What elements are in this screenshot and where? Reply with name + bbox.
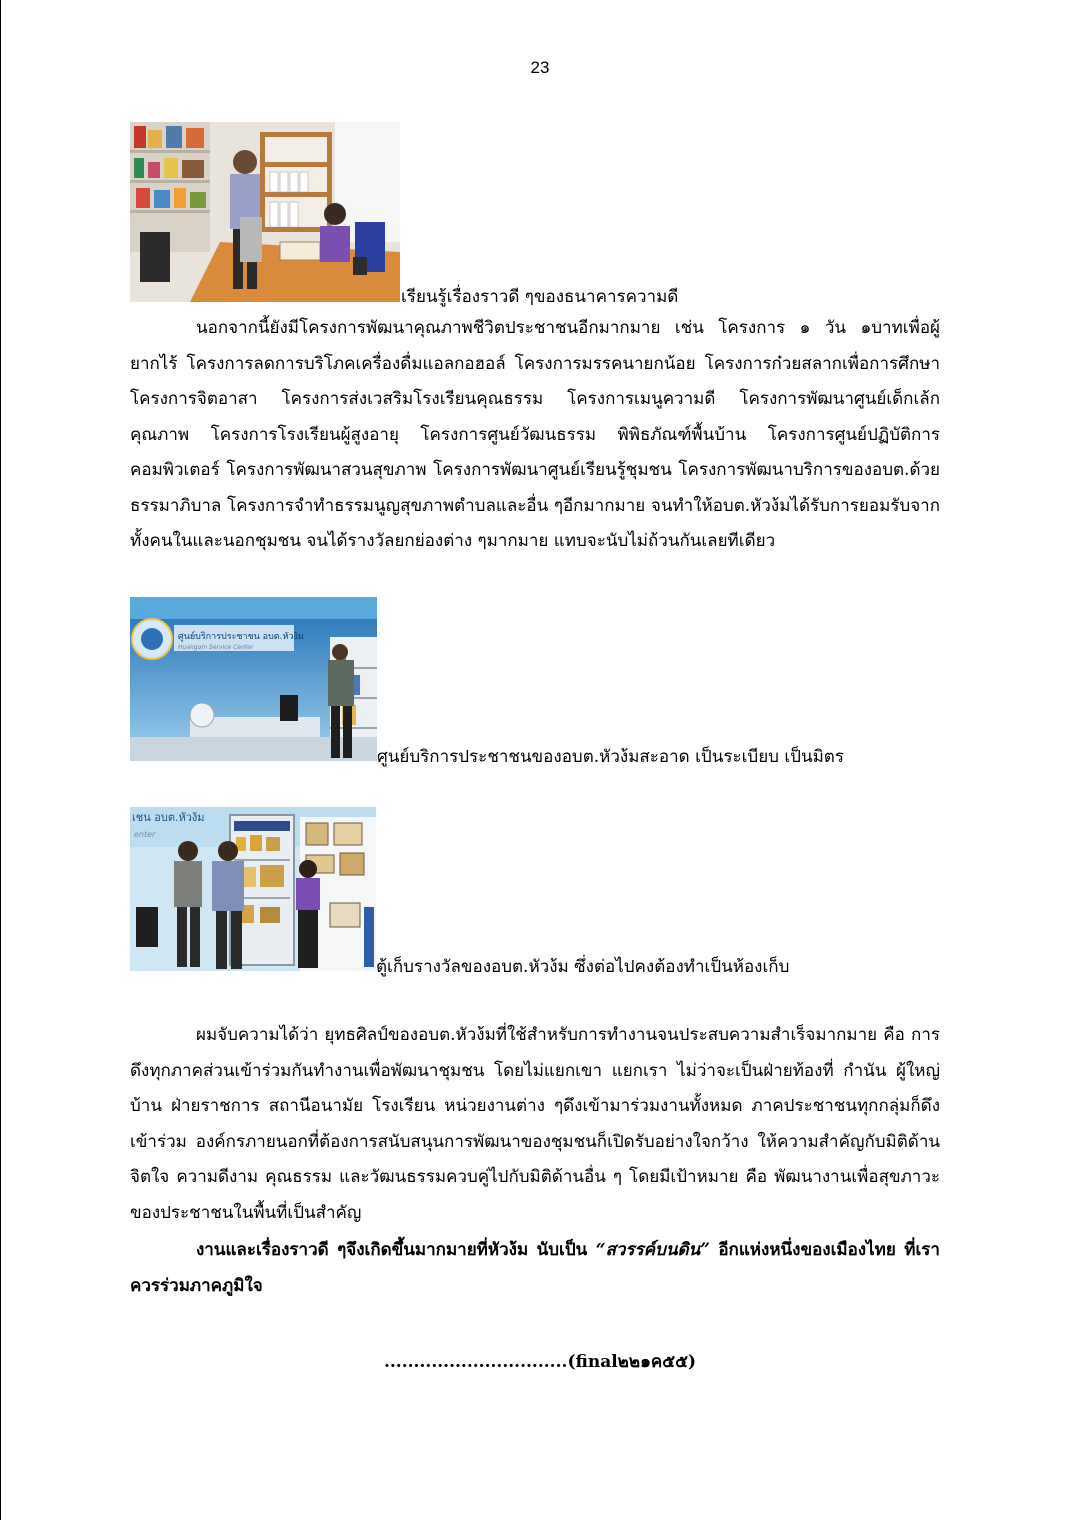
award-room-sign-text: เชน อบต.หัวง้ม bbox=[132, 811, 205, 824]
closing-emphasis: “สวรรค์บนดิน” bbox=[595, 1240, 710, 1260]
service-center-sign-subtext: Huangom Service Center bbox=[178, 644, 254, 651]
paragraph-projects bbox=[130, 311, 940, 560]
figure-3-photo bbox=[130, 807, 376, 971]
paragraph-closing bbox=[130, 1233, 940, 1304]
paragraph-conclusion-text: ผมจับความได้ว่า ยุทธศิลป์ของอบต.หัวง้มที่ใช้สำหรับการทำงานจนประสบความสำเร็จมากมาย คือ การดึงทุกภาคส่วนเข้าร่วมกันทำงานเพื่อพัฒนาชุมชน โดยไม่แยกเขา แยกเรา ไม่ว่าจะเป็นฝ่ายท้องที่ กำนัน ผู้ใหญ่บ้าน ฝ่ายราชการ สถานีอนามัย โรงเรียน หน่วยงานต่าง ๆดึงเข้ามาร่วมงานทั้งหมด ภาคประชาชนทุกกลุ่มก็ดึงเข้าร่วม องค์กรภายนอกที่ต้องการสนับสนุนการพัฒนาของชุมชนก็เปิดรับอย่างใจกว้าง ให้ความสำคัญกับมิติด้านจิตใจ ความดีงาม คุณธรรม และวัฒนธรรมควบคู่ไปกับมิติด้านอื่น ๆ โดยมีเป้าหมาย คือ พัฒนางานเพื่อสุขภาวะของประชาชนในพื้นที่เป็นสำคัญ bbox=[130, 1025, 941, 1223]
figure-1-photo bbox=[130, 122, 400, 302]
figure-2-caption: ศูนย์บริการประชาชนของอบต.หัวง้มสะอาด เป็นระเบียบ เป็นมิตร bbox=[377, 747, 844, 767]
award-room-sign-subtext: enter bbox=[134, 830, 156, 839]
page-number: 23 bbox=[530, 58, 550, 77]
footer-note: ...............................(final๒๒๑ค๕๕) bbox=[383, 1352, 697, 1372]
closing-text-after: อีกแห่งหนึ่งของเมืองไทย ที่เราควรร่วมภาคภูมิใจ bbox=[130, 1240, 940, 1296]
paragraph-projects-text: นอกจากนี้ยังมีโครงการพัฒนาคุณภาพชีวิตประชาชนอีกมากมาย เช่น โครงการ ๑ วัน ๑บาทเพื่อผู้ยากไร้ โครงการลดการบริโภคเครื่องดื่มแอลกอฮอล์ โครงการมรรคนายกน้อย โครงการก๋วยสลากเพื่อการศึกษา โครงการจิตอาสา โครงการส่งเวสริมโรงเรียนคุณธรรม โครงการเมนูความดี โครงการพัฒนาศูนย์เด็กเล้กคุณภาพ โครงการโรงเรียนผู้สูงอายุ โครงการศูนย์วัฒนธรรม พิพิธภัณฑ์พื้นบ้าน โครงการศูนย์ปฏิบัติการคอมพิวเตอร์ โครงการพัฒนาสวนสุขภาพ โครงการพัฒนาศูนย์เรียนรู้ชุมชน โครงการพัฒนาบริการของอบต.ด้วยธรรมาภิบาล โครงการจำทำธรรมนูญสุขภาพตำบลและอื่น ๆอีกมากมาย จนทำให้อบต.หัวง้มได้รับการยอมรับจากทั้งคนในและนอกชุมชน จนได้รางวัลยกย่องต่าง ๆมากมาย แทบจะนับไม่ถ้วนกันเลยทีเดียว bbox=[130, 318, 940, 551]
closing-text-before: งานและเรื่องราวดี ๆจึงเกิดขึ้นมากมายที่หัวง้ม นับเป็น bbox=[196, 1240, 596, 1260]
figure-1-caption: เรียนรู้เรื่องราวดี ๆของธนาคารความดี bbox=[401, 287, 679, 307]
figure-2-photo bbox=[130, 597, 377, 761]
service-center-sign-text: ศูนย์บริการประชาชน อบต.หัวง้ม bbox=[178, 632, 304, 642]
figure-3-caption: ตู้เก็บรางวัลของอบต.หัวง้ม ซึ่งต่อไปคงต้องทำเป็นห้องเก็บ bbox=[376, 957, 790, 977]
page-left-border bbox=[0, 0, 1, 1520]
paragraph-conclusion bbox=[130, 1018, 940, 1231]
